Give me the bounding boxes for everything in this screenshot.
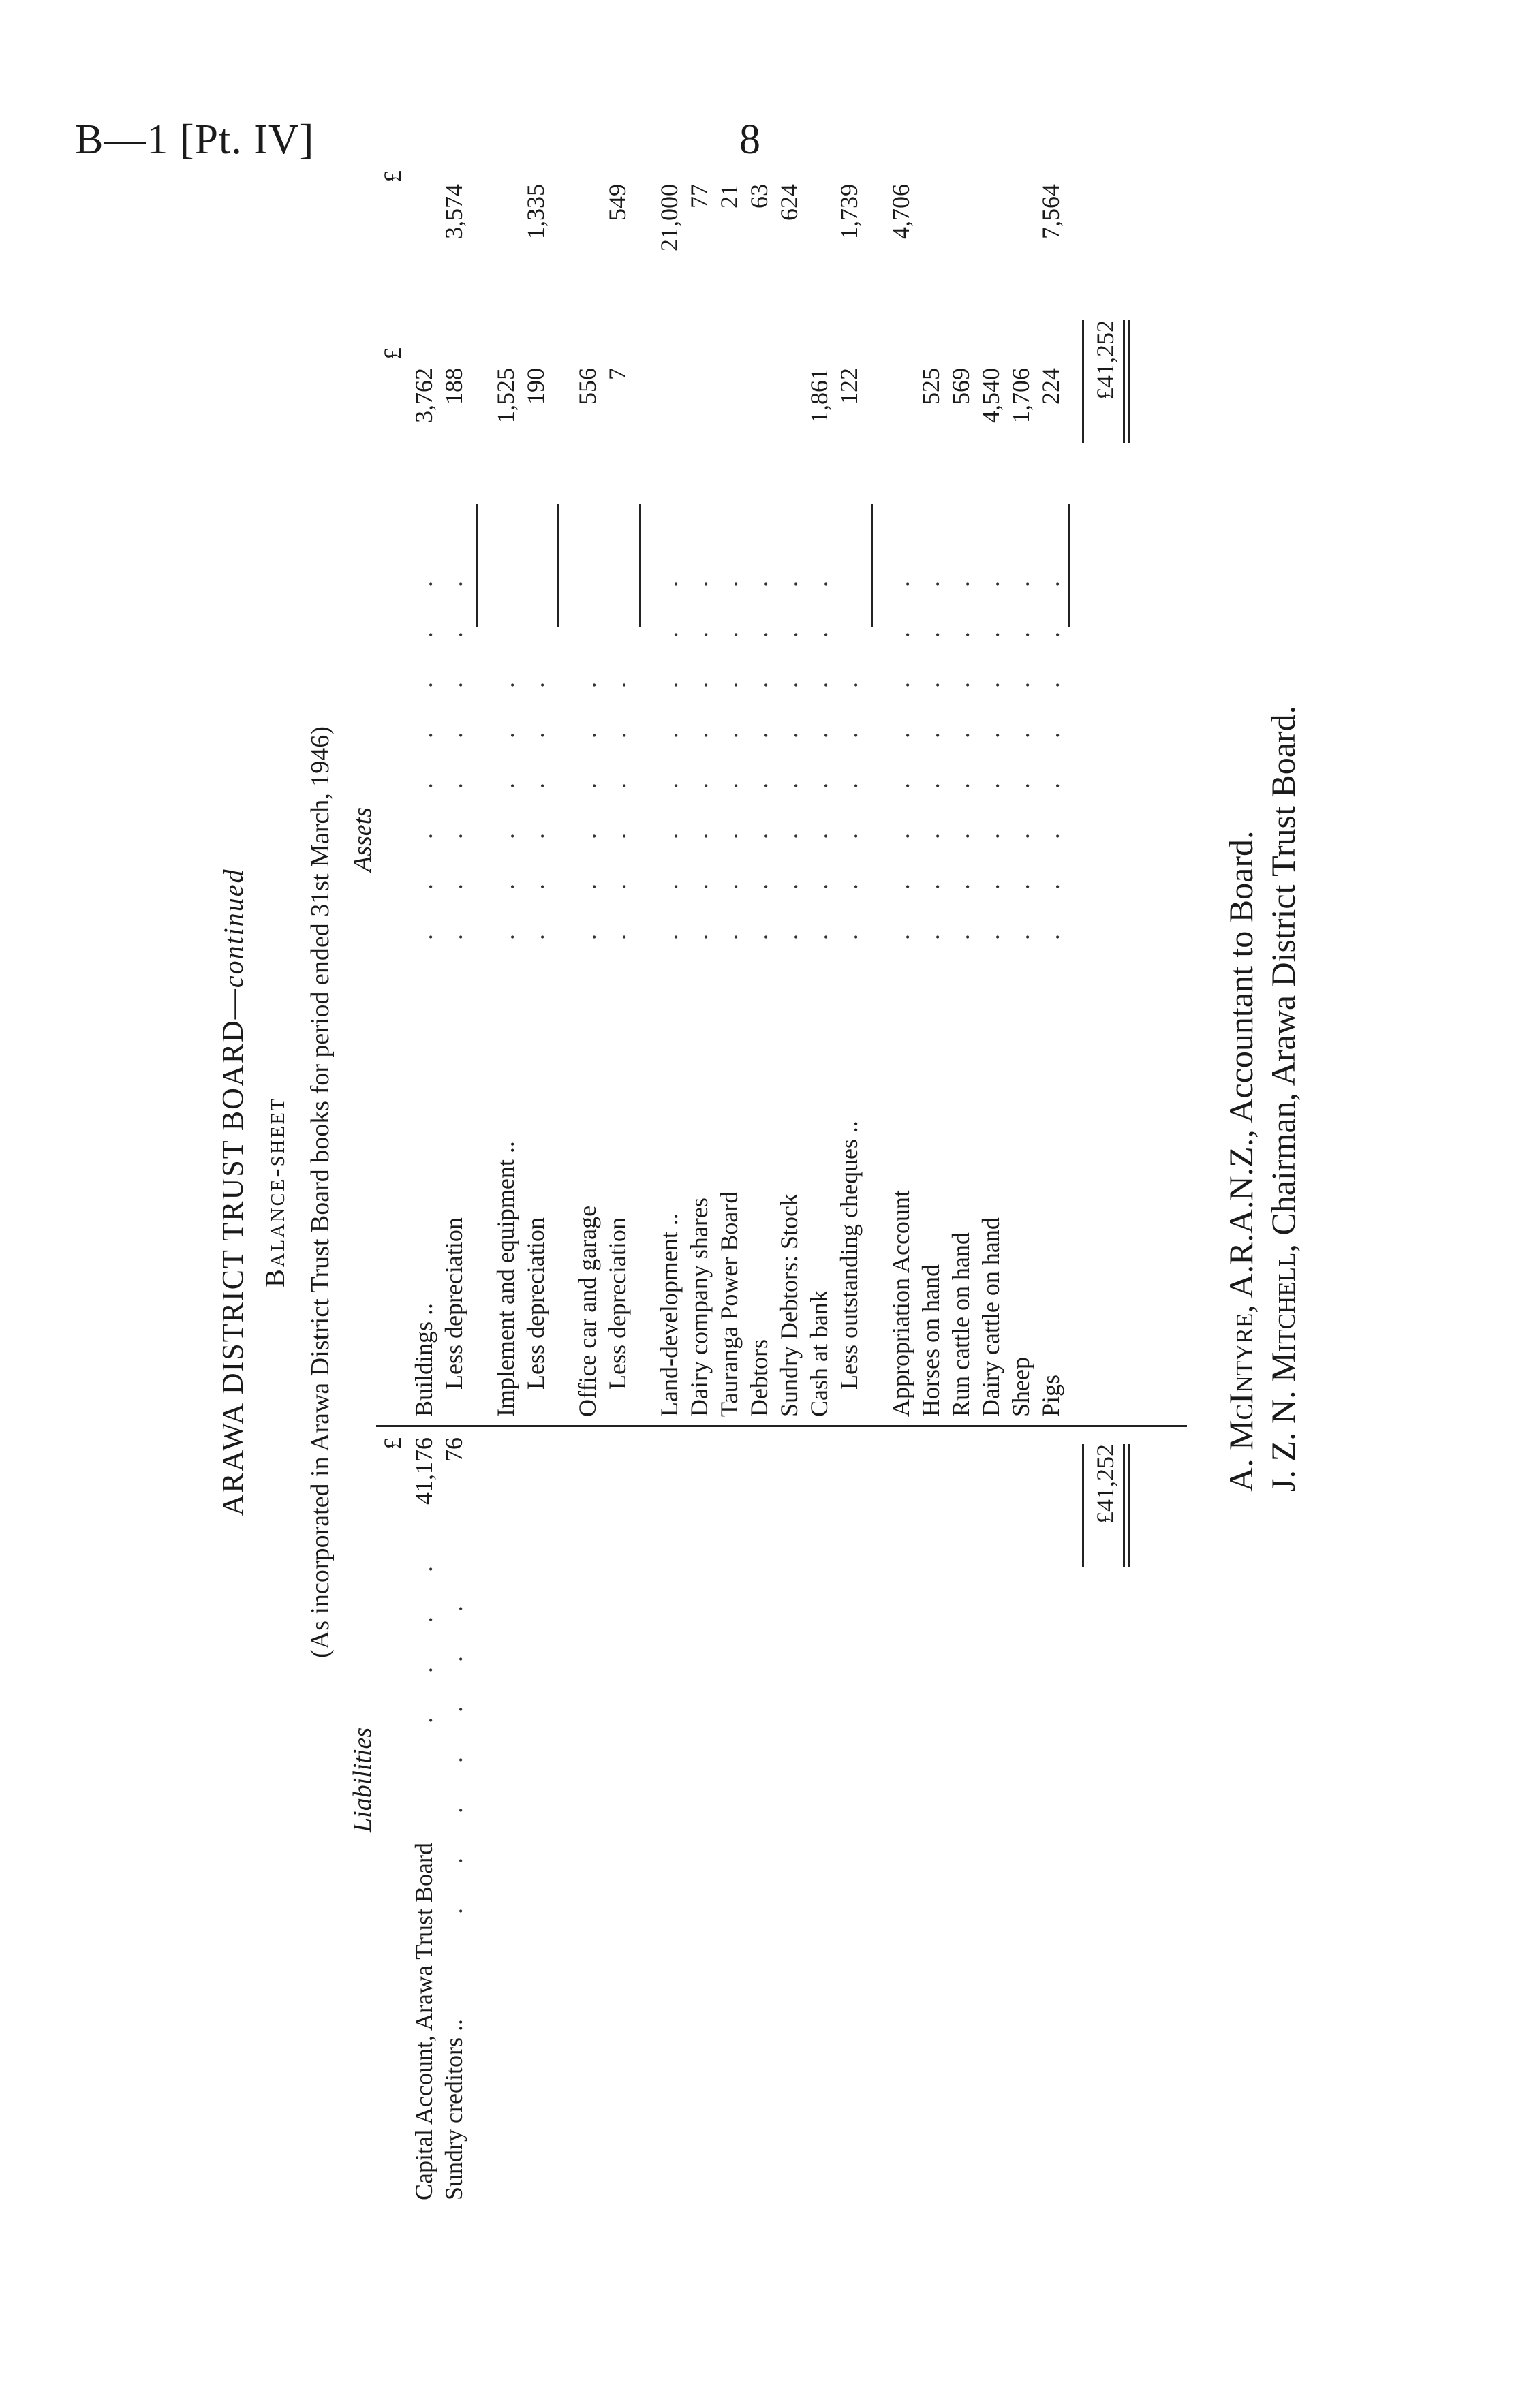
asset-outer-amount: 3,574 (440, 184, 467, 239)
total-rule (1128, 320, 1130, 443)
document-note: (As incorporated in Arawa District Trust Board books for period ended 31st March, 1946) (306, 726, 335, 1658)
asset-row (572, 170, 602, 1417)
asset-row (714, 170, 744, 1417)
leader-dots: . . . . . . . . (440, 562, 467, 940)
asset-inner-amount: 7 (604, 368, 631, 380)
liabilities-total: £41,252 (1092, 1444, 1119, 1524)
leader-dots: . . . . (410, 1547, 437, 1723)
asset-row (886, 170, 916, 1417)
asset-inner-amount: 1,861 (805, 368, 833, 423)
asset-label: Less depreciation (522, 1217, 549, 1390)
asset-row (946, 170, 976, 1417)
signatory-surname: McIntyre (1222, 1313, 1260, 1450)
subtotal-rule (476, 504, 478, 627)
asset-label: Office car and garage (574, 1205, 601, 1417)
asset-row (409, 170, 439, 1417)
leader-dots: . . . . . . (604, 663, 631, 940)
document-reference: B—1 [Pt. IV] (75, 116, 315, 163)
leader-dots: . . . . . . (492, 663, 519, 940)
assets-total: £41,252 (1092, 320, 1119, 400)
leader-dots: . . . . . . . . (685, 562, 713, 940)
asset-row (684, 170, 714, 1417)
liability-amount: 76 (440, 1437, 467, 1462)
asset-row (1036, 170, 1066, 1417)
asset-row (439, 170, 469, 1417)
leader-dots: . . . . . . . . (947, 562, 974, 940)
subtotal-rule (871, 504, 873, 627)
asset-label: Run cattle on hand (947, 1232, 974, 1417)
liability-row (439, 1430, 469, 2200)
asset-row (744, 170, 774, 1417)
asset-inner-amount: 4,540 (977, 368, 1004, 423)
leader-dots: . . . . . . . . (887, 562, 914, 940)
assets-heading: Assets (348, 807, 377, 872)
asset-row (774, 170, 804, 1417)
leader-dots: . . . . . . (522, 663, 549, 940)
asset-row (654, 170, 684, 1417)
signatory-title: , Chairman, Arawa District Trust Board. (1264, 705, 1302, 1253)
signature-line (1262, 706, 1304, 1492)
asset-label: Sheep (1007, 1357, 1034, 1417)
leader-dots: . . . . . . . . (1007, 562, 1034, 940)
leader-dots: . . . . . . (574, 663, 601, 940)
signatory-initials: A. (1222, 1450, 1260, 1492)
asset-inner-amount: 1,706 (1007, 368, 1034, 423)
asset-outer-amount: 21 (715, 184, 743, 208)
total-rule (1123, 320, 1125, 443)
asset-label: Dairy company shares (685, 1198, 713, 1417)
asset-label: Implement and equipment .. (492, 1141, 519, 1417)
total-rule (1128, 1444, 1130, 1567)
assets-currency-inner: £ (379, 347, 406, 360)
asset-outer-amount: 21,000 (655, 184, 683, 251)
asset-label: Buildings .. (410, 1302, 437, 1417)
column-divider (376, 1425, 1187, 1427)
total-rule (1123, 1444, 1125, 1567)
asset-inner-amount: 569 (947, 368, 974, 405)
leader-dots: . . . . . . . . (655, 562, 683, 940)
asset-label: Pigs (1037, 1374, 1064, 1417)
asset-outer-amount: 77 (685, 184, 713, 208)
asset-inner-amount: 224 (1037, 368, 1064, 405)
asset-label: Less outstanding cheques .. (835, 1121, 863, 1390)
asset-inner-amount: 190 (522, 368, 549, 405)
asset-label: Tauranga Power Board (715, 1191, 743, 1417)
asset-inner-amount: 188 (440, 368, 467, 405)
asset-outer-amount: 1,739 (835, 184, 863, 239)
signature-line (1220, 706, 1262, 1492)
total-rule (1082, 320, 1084, 443)
leader-dots: . . . . . . . (440, 1586, 467, 1914)
balance-sheet (218, 170, 1308, 2214)
asset-outer-amount: 63 (745, 184, 773, 208)
asset-row (804, 170, 834, 1417)
leader-dots: . . . . . . . . (977, 562, 1004, 940)
asset-label: Less depreciation (604, 1217, 631, 1390)
asset-label: Horses on hand (917, 1264, 944, 1417)
asset-inner-amount: 525 (917, 368, 944, 405)
asset-outer-amount: 4,706 (887, 184, 914, 239)
asset-label: Cash at bank (805, 1290, 833, 1417)
asset-row (491, 170, 521, 1417)
signatures (1220, 706, 1304, 1492)
title-suffix: continued (218, 868, 249, 988)
leader-dots: . . . . . . . . (715, 562, 743, 940)
title-main: ARAWA DISTRICT TRUST BOARD— (216, 988, 249, 1516)
asset-row (602, 170, 632, 1417)
signatory-title: , A.R.A.N.Z., Accountant to Board. (1222, 830, 1260, 1313)
asset-outer-amount: 1,335 (522, 184, 549, 239)
liabilities-currency: £ (379, 1437, 406, 1450)
asset-row (1006, 170, 1036, 1417)
leader-dots: . . . . . . . . (917, 562, 944, 940)
asset-inner-amount: 3,762 (410, 368, 437, 423)
subtotal-rule (1068, 504, 1070, 627)
liability-label: Capital Account, Arawa Trust Board (410, 1843, 437, 2200)
liabilities-heading: Liabilities (348, 1727, 377, 1832)
asset-label: Sundry Debtors: Stock (775, 1193, 803, 1417)
asset-label: Less depreciation (440, 1217, 467, 1390)
asset-row (834, 170, 864, 1417)
document-title (218, 170, 249, 2214)
leader-dots: . . . . . . . . (805, 562, 833, 940)
asset-label: Dairy cattle on hand (977, 1217, 1004, 1417)
leader-dots: . . . . . . . . (745, 562, 773, 940)
asset-label: Land-development .. (655, 1213, 683, 1417)
asset-label: Debtors (745, 1339, 773, 1417)
page-number: 8 (739, 116, 760, 163)
liability-label: Sundry creditors .. (440, 2019, 467, 2200)
asset-outer-amount: 7,564 (1037, 184, 1064, 239)
liability-row (409, 1430, 439, 2200)
assets-currency-outer: £ (379, 170, 406, 183)
leader-dots: . . . . . . . . (410, 562, 437, 940)
total-rule (1082, 1444, 1084, 1567)
document-subtitle: Balance-sheet (260, 1097, 290, 1287)
asset-inner-amount: 556 (574, 368, 601, 405)
subtotal-rule (639, 504, 641, 627)
leader-dots: . . . . . . (835, 663, 863, 940)
liability-amount: 41,176 (410, 1437, 437, 1505)
asset-outer-amount: 549 (604, 184, 631, 221)
asset-inner-amount: 1,525 (492, 368, 519, 423)
asset-row (916, 170, 946, 1417)
subtotal-rule (557, 504, 559, 627)
asset-label: Appropriation Account (887, 1190, 914, 1417)
asset-inner-amount: 122 (835, 368, 863, 405)
asset-outer-amount: 624 (775, 184, 803, 221)
signatory-initials: J. Z. N. (1264, 1381, 1302, 1492)
leader-dots: . . . . . . . . (1037, 562, 1064, 940)
asset-row (976, 170, 1006, 1417)
asset-row (521, 170, 551, 1417)
leader-dots: . . . . . . . . (775, 562, 803, 940)
signatory-surname: Mitchell (1264, 1252, 1302, 1382)
